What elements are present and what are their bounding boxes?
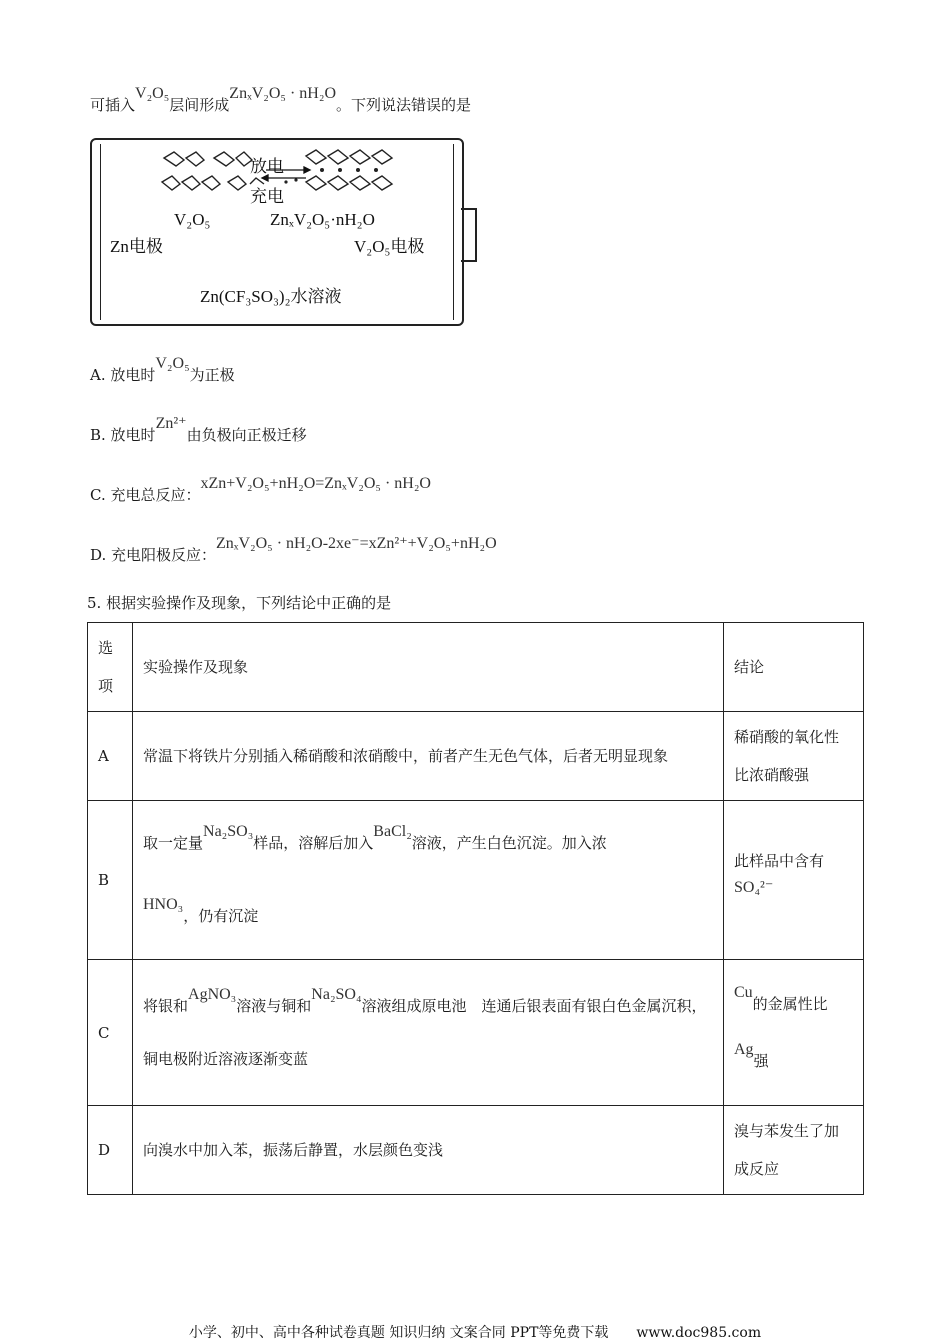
electrolyte-label: Zn(CF₃SO₃)₂水溶液 bbox=[200, 287, 342, 306]
charge-label: 充电 bbox=[250, 187, 284, 206]
table-row bbox=[88, 712, 864, 801]
row-b-operation: 取一定量Na₂SO₃样品，溶解后加入BaCl₂溶液，产生白色沉淀。加入浓 HNO₃，仍有沉淀 bbox=[133, 801, 724, 960]
row-a-option: A bbox=[88, 712, 133, 801]
row-b-formula-so4: SO₄²⁻ bbox=[734, 878, 774, 896]
row-d-operation: 向溴水中加入苯，振荡后静置，水层颜色变浅 bbox=[133, 1106, 724, 1195]
option-c-formula: xZn+V₂O₅+nH₂O=ZnₓV₂O₅ · nH₂O bbox=[200, 475, 431, 492]
option-b-formula: Zn²⁺ bbox=[155, 415, 187, 432]
option-a bbox=[90, 355, 235, 385]
discharge-label: 放电 bbox=[250, 157, 284, 176]
battery-diagram bbox=[90, 138, 490, 326]
row-b-formula-bacl2: BaCl₂ bbox=[373, 823, 412, 840]
row-c-formula-cu: Cu bbox=[734, 983, 753, 1001]
option-a-suffix: 为正极 bbox=[189, 366, 235, 384]
row-c-formula-ag: Ag bbox=[734, 1040, 754, 1058]
row-d-option: D bbox=[88, 1106, 133, 1195]
page-footer: 小学、初中、高中各种试卷真题 知识归纳 文案合同 PPT等免费下载 www.doc985.com bbox=[188, 1325, 762, 1341]
row-b-formula-hno3: HNO₃ bbox=[143, 896, 184, 913]
option-d-prefix: D. 充电阳极反应： bbox=[90, 546, 217, 564]
option-d-formula: ZnₓV₂O₅ · nH₂O-2xe⁻=xZn²⁺+V₂O₅+nH₂O bbox=[216, 535, 497, 552]
row-c-formula-agno3: AgNO₃ bbox=[188, 986, 237, 1003]
row-b-option: B bbox=[88, 801, 133, 960]
battery-terminal-cap bbox=[461, 208, 477, 262]
option-b bbox=[90, 415, 307, 445]
row-b-formula-na2so3: Na₂SO₃ bbox=[203, 823, 254, 840]
layered-structure-illustration bbox=[156, 148, 456, 218]
v2o5-electrode-label: V₂O₅电极 bbox=[354, 237, 425, 256]
right-material-label: ZnₓV₂O₅·nH₂O bbox=[270, 210, 375, 229]
left-material-label: V₂O₅ bbox=[174, 210, 211, 229]
option-b-suffix: 由负极向正极迁移 bbox=[186, 426, 307, 444]
intro-text-b: 层间形成 bbox=[169, 96, 230, 114]
intro-text-a: 可插入 bbox=[90, 96, 136, 114]
option-a-prefix: A. 放电时 bbox=[90, 366, 156, 384]
row-d-conclusion: 溴与苯发生了加成反应 bbox=[724, 1106, 864, 1195]
option-c-prefix: C. 充电总反应： bbox=[90, 486, 201, 504]
row-c-option: C bbox=[88, 960, 133, 1106]
intro-formula-v2o5: V₂O₅ bbox=[135, 85, 170, 102]
header-option: 选项 bbox=[88, 623, 133, 712]
row-c-operation: 将银和AgNO₃溶液与铜和Na₂SO₄溶液组成原电池 连通后银表面有银白色金属沉积，铜电极附近溶液逐渐变蓝 bbox=[133, 960, 724, 1106]
table-row bbox=[88, 960, 864, 1106]
header-conclusion: 结论 bbox=[724, 623, 864, 712]
row-c-formula-na2so4: Na₂SO₄ bbox=[311, 986, 362, 1003]
intro-text-c: 。下列说法错误的是 bbox=[336, 96, 472, 114]
table-header-row bbox=[88, 623, 864, 712]
option-a-formula: V₂O₅ bbox=[155, 355, 190, 372]
row-b-conclusion: 此样品中含有SO₄²⁻ bbox=[724, 801, 864, 960]
experiment-table bbox=[87, 622, 864, 1195]
question-5-stem: 5. 根据实验操作及现象，下列结论中正确的是 bbox=[87, 594, 392, 612]
table-row bbox=[88, 801, 864, 960]
intro-line bbox=[90, 85, 472, 115]
row-c-conclusion: Cu的金属性比 Ag强 bbox=[724, 960, 864, 1106]
row-a-conclusion: 稀硝酸的氧化性比浓硝酸强 bbox=[724, 712, 864, 801]
option-b-prefix: B. 放电时 bbox=[90, 426, 156, 444]
intro-formula-znv2o5: ZnₓV₂O₅ · nH₂O bbox=[229, 85, 336, 102]
row-a-operation: 常温下将铁片分别插入稀硝酸和浓硝酸中，前者产生无色气体，后者无明显现象 bbox=[133, 712, 724, 801]
table-row bbox=[88, 1106, 864, 1195]
option-c bbox=[90, 475, 431, 505]
option-d bbox=[90, 535, 497, 565]
zn-electrode-label: Zn电极 bbox=[110, 237, 163, 256]
header-operation: 实验操作及现象 bbox=[133, 623, 724, 712]
